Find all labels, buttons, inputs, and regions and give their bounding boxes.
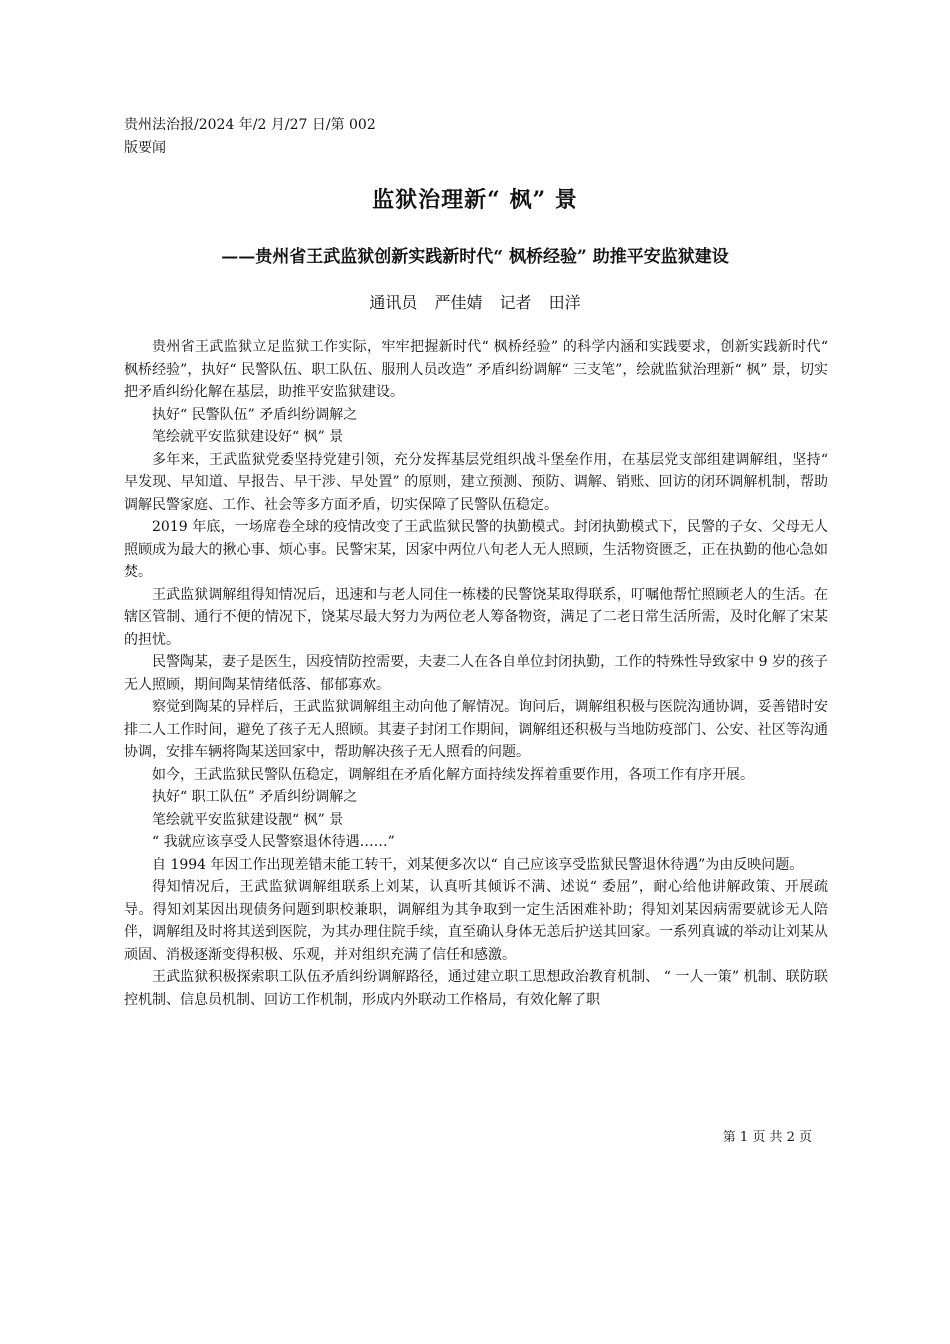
section-heading: 笔绘就平安监狱建设好“ 枫” 景	[152, 429, 344, 445]
section-heading: 执好“ 民警队伍” 矛盾纠纷调解之	[152, 406, 358, 423]
article-subtitle: ——贵州省王武监狱创新实践新时代“ 枫桥经验” 助推平安监狱建设	[221, 247, 729, 267]
paragraph: 王武监狱调解组得知情况后，迅速和与老人同住一栋楼的民警饶某取得联系，叮嘱他帮忙照顾老人的生活。在辖区管制、通行不便的情况下，饶某尽最大努力为两位老人筹备物资，满足了二老日常生活所需，及时化解了宋某的担忧。	[124, 586, 828, 648]
paragraph: 贵州省王武监狱立足监狱工作实际，牢牢把握新时代“ 枫桥经验” 的科学内涵和实践要求，创新实践新时代“ 枫桥经验”，执好“ 民警队伍、职工队伍、服刑人员改造” 矛盾纠纷调解“ 三支笔”，绘就监狱治理新“ 枫” 景，切实把矛盾纠纷化解在基层，助推平安监狱建设。	[124, 339, 828, 400]
quote: “ 我就应该享受人民警察退休待遇……”	[152, 834, 395, 850]
paragraph: 自 1994 年因工作出现差错未能工转干，刘某便多次以“ 自己应该享受监狱民警退休待遇”为由反映问题。	[152, 856, 804, 873]
paragraph: 民警陶某，妻子是医生，因疫情防控需要，夫妻二人在各自单位封闭执勤，工作的特殊性导致家中 9 岁的孩子无人照顾，期间陶某情绪低落、郁郁寡欢。	[124, 654, 828, 693]
source-info	[124, 114, 444, 160]
paragraph: 多年来，王武监狱党委坚持党建引领，充分发挥基层党组织战斗堡垒作用，在基层党支部组建调解组，坚持“ 早发现、早知道、早报告、早干涉、早处置” 的原则，建立预测、预防、调解、销账、回访的闭环调解机制，帮助调解民警家庭、工作、社会等多方面矛盾，切实保障了民警队伍稳定。	[124, 451, 828, 513]
paragraph: 如今，王武监狱民警队伍稳定，调解组在矛盾化解方面持续发挥着重要作用，各项工作有序开展。	[152, 766, 754, 783]
section-heading: 笔绘就平安监狱建设靓“ 枫” 景	[152, 811, 344, 828]
paragraph: 2019 年底，一场席卷全球的疫情改变了王武监狱民警的执勤模式。封闭执勤模式下，民警的子女、父母无人照顾成为最大的揪心事、烦心事。民警宋某，因家中两位八旬老人无人照顾，生活物资匮乏，正在执勤的他心急如焚。	[124, 519, 828, 580]
section-heading: 执好“ 职工队伍” 矛盾纠纷调解之	[152, 789, 358, 805]
article-title: 监狱治理新“ 枫” 景	[372, 187, 578, 213]
paragraph: 察觉到陶某的异样后，王武监狱调解组主动向他了解情况。询问后，调解组积极与医院沟通协调，妥善错时安排二人工作时间，避免了孩子无人照顾。其妻子封闭工作期间，调解组还积极与当地防疫部门、公安、社区等沟通协调，安排车辆将陶某送回家中，帮助解决孩子无人照看的问题。	[124, 699, 828, 760]
page-number: 第 1 页 共 2 页	[722, 1130, 812, 1145]
paragraph: 王武监狱积极探索职工队伍矛盾纠纷调解路径，通过建立职工思想政治教育机制、 “ 一人一策” 机制、联防联控机制、信息员机制、回访工作机制，形成内外联动工作格局，有效化解了职	[124, 969, 828, 1008]
paragraph: 得知情况后，王武监狱调解组联系上刘某，认真听其倾诉不满、述说“ 委屈”，耐心给他讲解政策、开展疏导。得知刘某因出现债务问题到职校兼职，调解组为其争取到一定生活困难补助；得知刘某因病需要就诊无人陪伴，调解组及时将其送到医院，为其办理住院手续，直至确认身体无恙后护送其回家。一系列真诚的举动让刘某从顽固、消极逐渐变得积极、乐观，并对组织充满了信任和感激。	[124, 879, 828, 963]
article-body	[124, 336, 828, 1011]
source-line: 贵州法治报/2024 年/2 月/27 日/第 002	[124, 117, 376, 133]
article-byline: 通讯员 严佳婧 记者 田洋	[369, 293, 581, 312]
source-line: 版要闻	[124, 140, 166, 156]
